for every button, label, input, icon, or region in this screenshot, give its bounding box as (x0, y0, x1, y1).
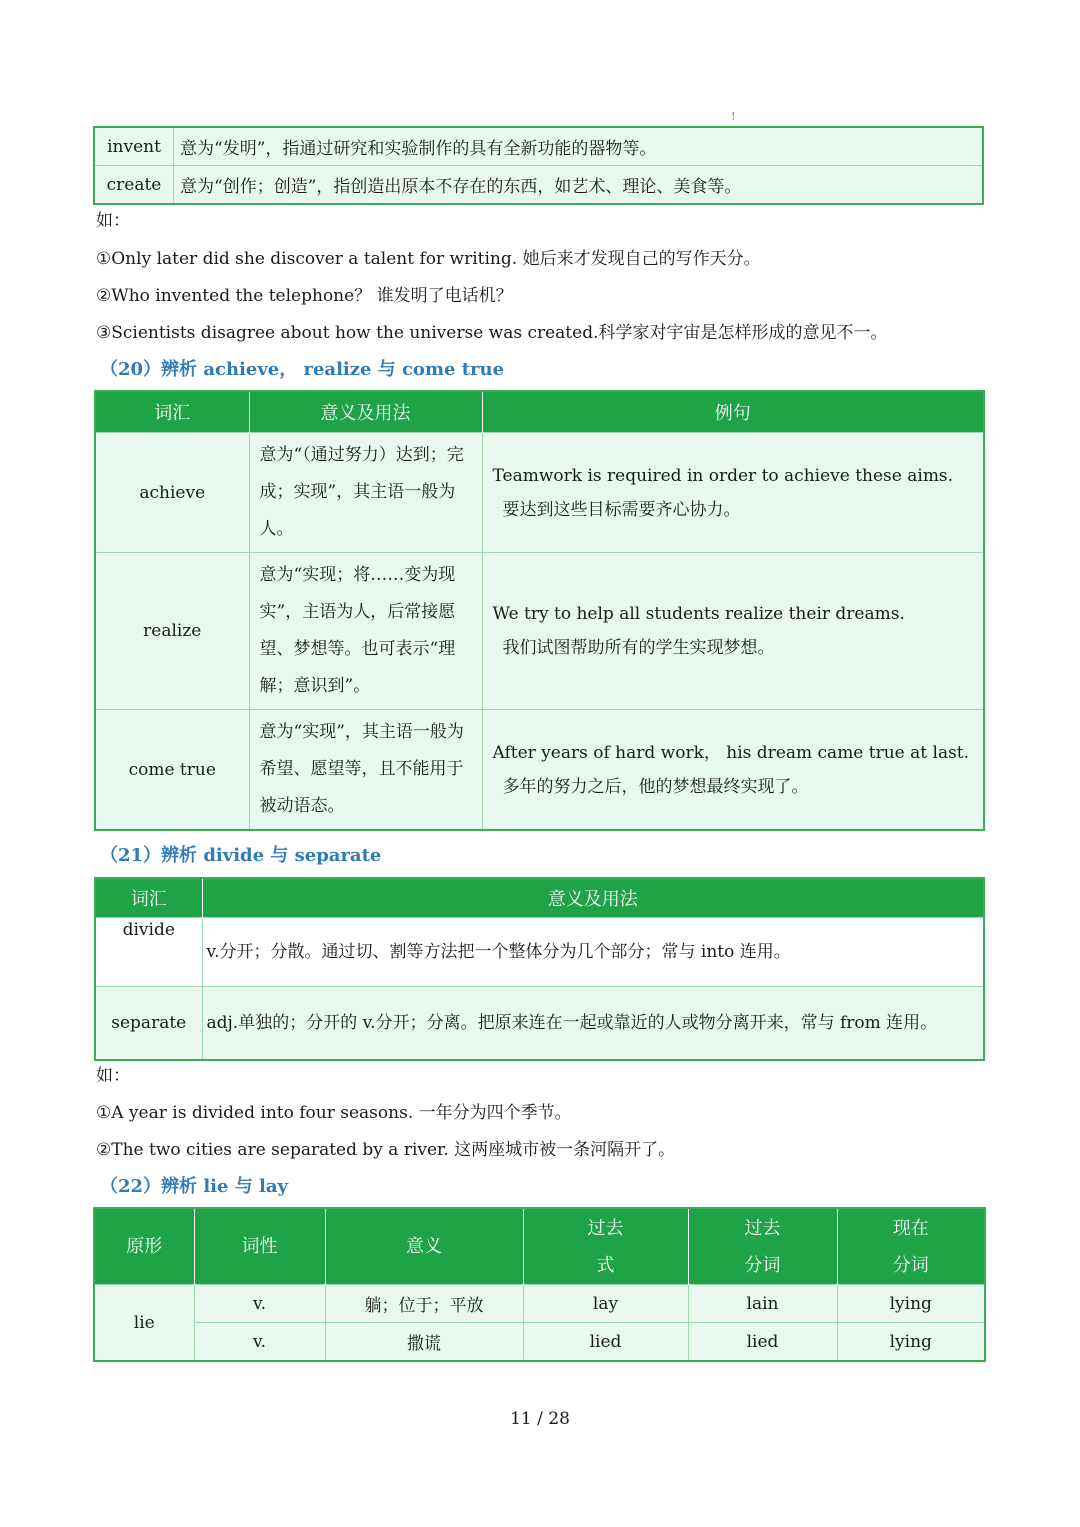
column-header: 原形 (94, 1208, 194, 1285)
meaning-cell: 意为“实现；将……变为现实”，主语为人，后常接愿望、梦想等。也可表示“理解；意识到”。 (249, 553, 482, 710)
example-english: After years of hard work， his dream came true at last. (492, 742, 970, 763)
column-header: 意义及用法 (249, 391, 482, 433)
examples-label: 如： (96, 211, 130, 231)
lie-lay-table (93, 1207, 986, 1362)
example-cell (482, 433, 984, 553)
section-21-heading: （21）辨析 divide 与 separate (100, 845, 382, 866)
table-row (95, 710, 984, 831)
column-header: 词汇 (95, 878, 202, 918)
invent-create-table (93, 126, 984, 205)
word-cell: separate (95, 987, 202, 1061)
example-chinese: 要达到这些目标需要齐心协力。 (502, 499, 741, 520)
example-cell (482, 553, 984, 710)
example-english: Teamwork is required in order to achieve these aims. (492, 465, 954, 486)
table-row (94, 1285, 985, 1323)
word-cell: lie (94, 1285, 194, 1362)
example-sentence: ①Only later did she discover a talent for writing. 她后来才发现自己的写作天分。 (96, 249, 761, 269)
word-cell: create (94, 166, 174, 205)
example-sentence: ①A year is divided into four seasons. 一年分为四个季节。 (96, 1103, 572, 1123)
word-cell: achieve (95, 433, 249, 553)
present-participle-cell: lying (837, 1323, 985, 1362)
example-english: We try to help all students realize their dreams. (492, 604, 905, 624)
meaning-cell: 意为“创作；创造”，指创造出原本不存在的东西，如艺术、理论、美食等。 (174, 166, 984, 205)
scan-mark: ! (731, 110, 736, 123)
table-row (95, 987, 984, 1061)
divide-separate-table (94, 877, 985, 1061)
table-row (95, 433, 984, 553)
example-chinese: 多年的努力之后，他的梦想最终实现了。 (502, 776, 809, 797)
pos-cell: v. (194, 1285, 325, 1323)
table-header-row (94, 1208, 985, 1285)
column-header: 现在分词 (837, 1208, 985, 1285)
meaning-cell: 躺；位于；平放 (325, 1285, 523, 1323)
word-cell: come true (95, 710, 249, 831)
meaning-cell: 意为“实现”，其主语一般为希望、愿望等，且不能用于被动语态。 (249, 710, 482, 831)
meaning-cell: 撒谎 (325, 1323, 523, 1362)
meaning-cell: v.分开；分散。通过切、割等方法把一个整体分为几个部分；常与 into 连用。 (202, 918, 984, 987)
past-cell: lied (523, 1323, 688, 1362)
example-sentence: ②The two cities are separated by a river. 这两座城市被一条河隔开了。 (96, 1140, 676, 1160)
past-participle-cell: lied (688, 1323, 837, 1362)
example-chinese: 我们试图帮助所有的学生实现梦想。 (502, 638, 775, 658)
word-cell: invent (94, 127, 174, 166)
example-cell (482, 710, 984, 831)
past-participle-cell: lain (688, 1285, 837, 1323)
column-header: 过去分词 (688, 1208, 837, 1285)
present-participle-cell: lying (837, 1285, 985, 1323)
column-header: 过去式 (523, 1208, 688, 1285)
pos-cell: v. (194, 1323, 325, 1362)
achieve-realize-table (94, 390, 985, 831)
table-row (94, 127, 983, 166)
table-row (95, 918, 984, 987)
meaning-cell: 意为“发明”，指通过研究和实验制作的具有全新功能的器物等。 (174, 127, 984, 166)
column-header: 意义 (325, 1208, 523, 1285)
past-cell: lay (523, 1285, 688, 1323)
word-cell: realize (95, 553, 249, 710)
column-header: 词性 (194, 1208, 325, 1285)
column-header: 意义及用法 (202, 878, 984, 918)
page-number: 11 / 28 (510, 1409, 570, 1429)
column-header: 词汇 (95, 391, 249, 433)
meaning-cell: 意为“（通过努力）达到；完成；实现”，其主语一般为人。 (249, 433, 482, 553)
section-20-heading: （20）辨析 achieve， realize 与 come true (100, 359, 505, 380)
table-row (95, 553, 984, 710)
example-sentence: ③Scientists disagree about how the universe was created.科学家对宇宙是怎样形成的意见不一。 (96, 323, 888, 343)
section-22-heading: （22）辨析 lie 与 lay (100, 1176, 288, 1197)
meaning-cell: adj.单独的；分开的 v.分开；分离。把原来连在一起或靠近的人或物分离开来，常与 from 连用。 (202, 987, 984, 1061)
column-header: 例句 (482, 391, 984, 433)
examples-label: 如： (96, 1066, 130, 1086)
example-sentence: ②Who invented the telephone？ 谁发明了电话机？ (96, 286, 513, 306)
table-row (94, 166, 983, 205)
table-row (94, 1323, 985, 1362)
table-header-row (95, 391, 984, 433)
word-cell: divide (95, 918, 202, 987)
table-header-row (95, 878, 984, 918)
